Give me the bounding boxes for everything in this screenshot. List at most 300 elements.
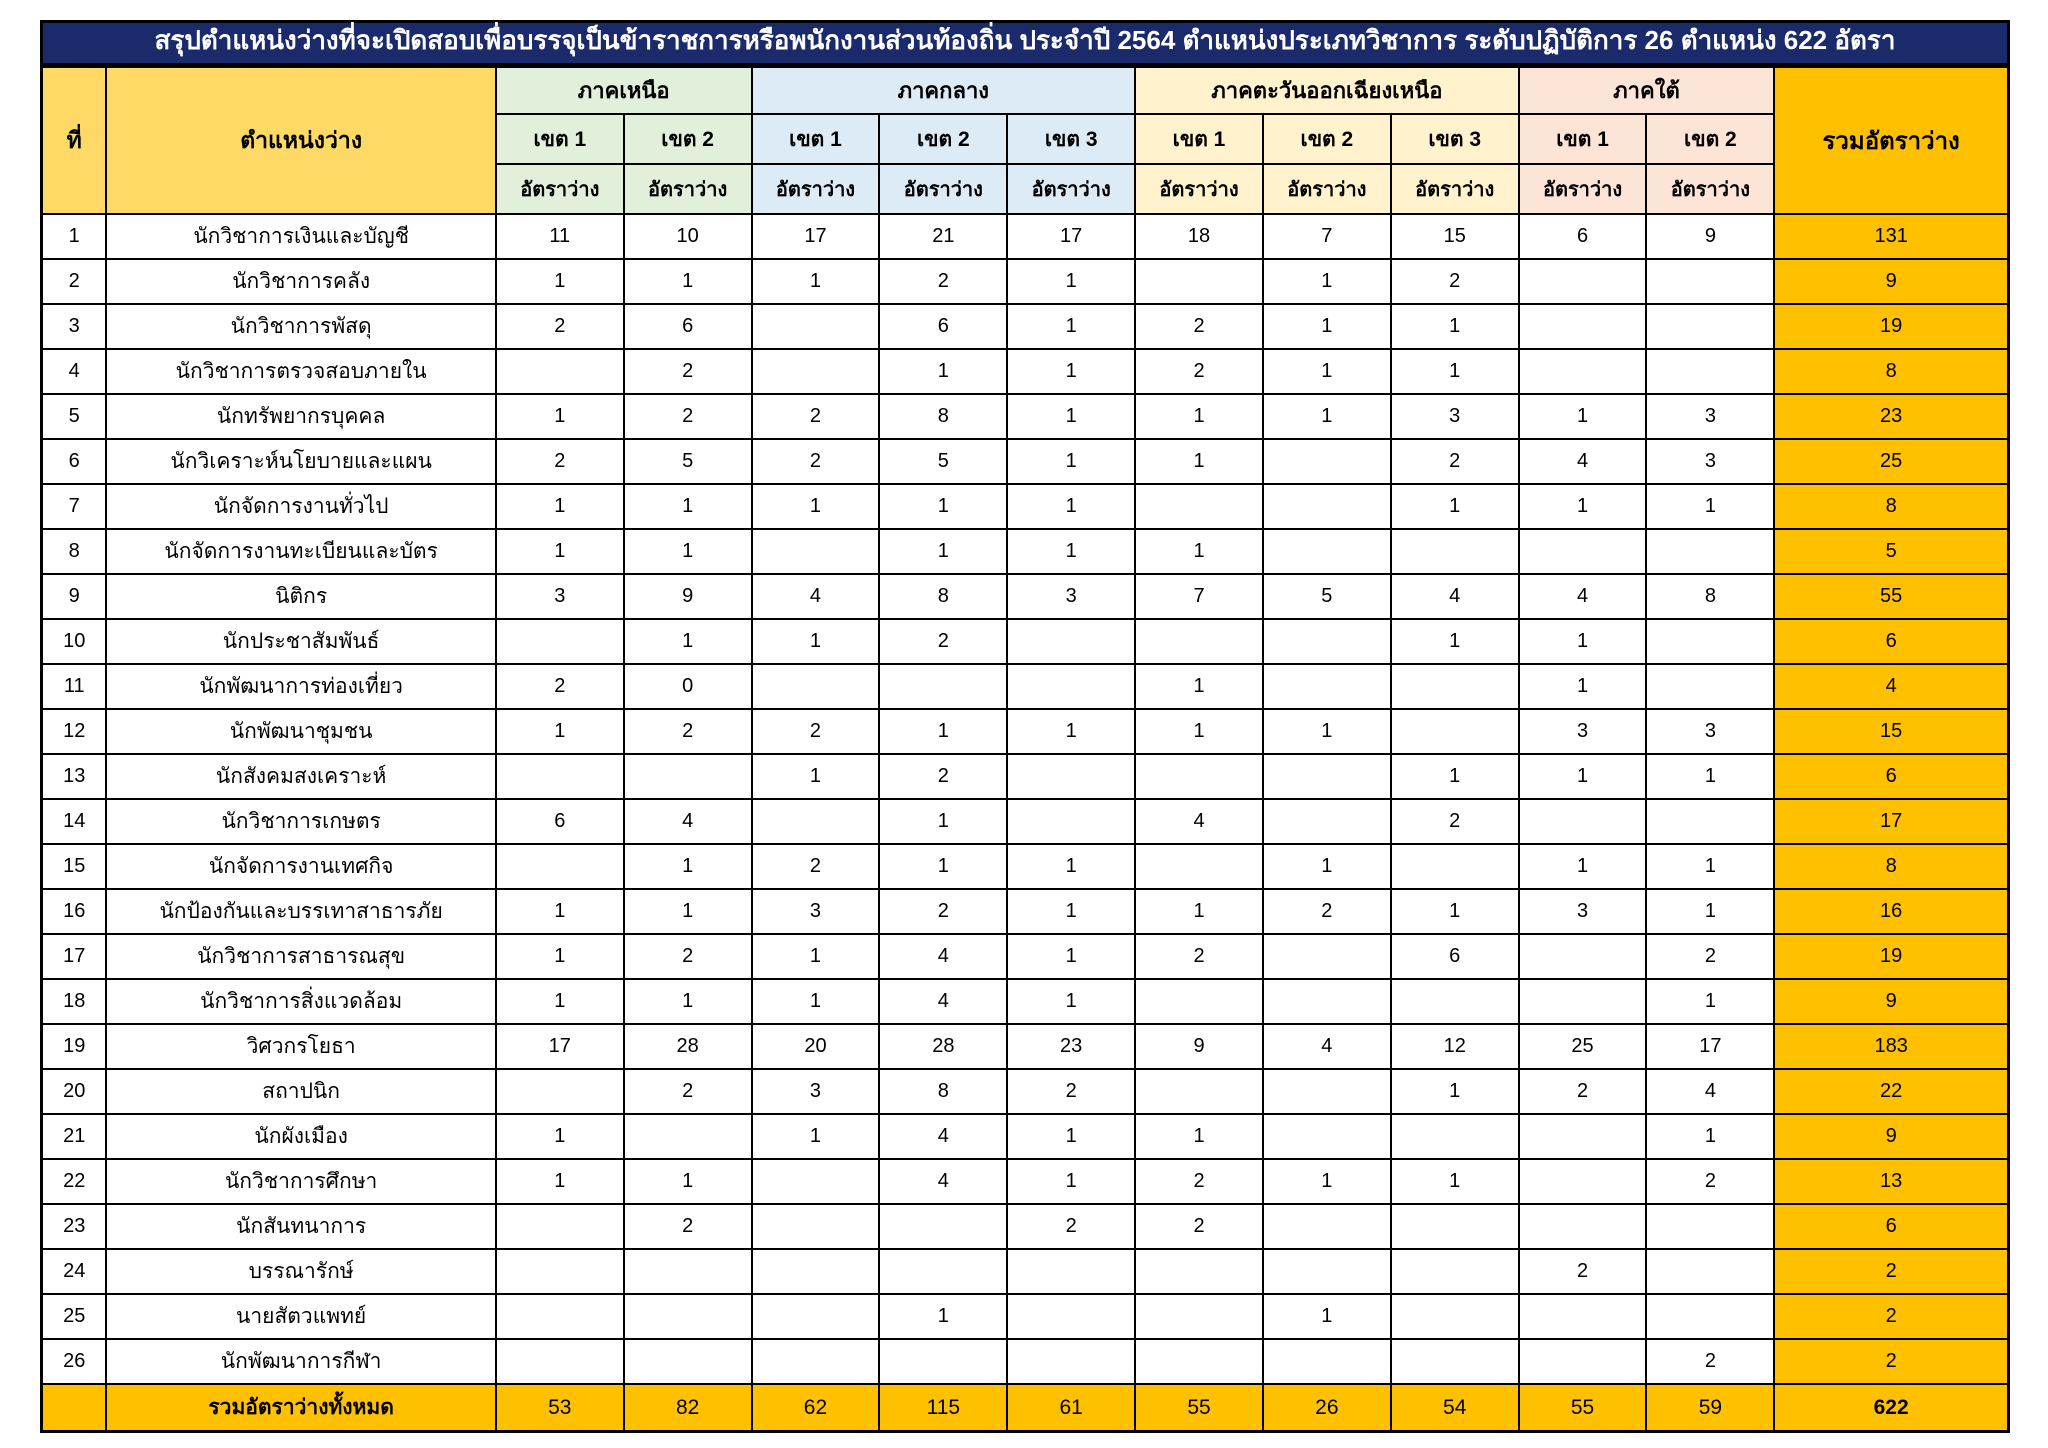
vacancy-count: 1	[1646, 754, 1774, 799]
position-name: นักวิชาการสาธารณสุข	[106, 934, 495, 979]
vacancy-count: 8	[879, 574, 1007, 619]
vacancy-count	[624, 1114, 752, 1159]
vacancy-count: 1	[496, 889, 624, 934]
vacancy-count	[752, 664, 880, 709]
vacancy-count	[496, 1249, 624, 1294]
vacancy-count: 1	[1391, 1159, 1519, 1204]
vacancy-count: 1	[752, 1114, 880, 1159]
row-total: 2	[1774, 1249, 2008, 1294]
vacancy-count	[496, 1069, 624, 1114]
row-number: 4	[42, 349, 107, 394]
row-number: 11	[42, 664, 107, 709]
zone-header: เขต 2	[879, 114, 1007, 164]
vacancy-count	[1263, 1069, 1391, 1114]
vacancy-count: 4	[624, 799, 752, 844]
row-number: 6	[42, 439, 107, 484]
vacancy-count	[1391, 979, 1519, 1024]
vacancy-count: 1	[496, 484, 624, 529]
vacancy-count: 1	[1646, 889, 1774, 934]
position-name: นักวิชาการสิ่งแวดล้อม	[106, 979, 495, 1024]
col-header-position: ตำแหน่งว่าง	[106, 66, 495, 214]
vacancy-count: 1	[1135, 1114, 1263, 1159]
row-number: 14	[42, 799, 107, 844]
vacancy-count: 4	[1263, 1024, 1391, 1069]
vacancy-count	[1263, 484, 1391, 529]
col-header-total: รวมอัตราว่าง	[1774, 66, 2008, 214]
table-row	[42, 394, 2009, 439]
vacancy-count: 2	[1135, 1204, 1263, 1249]
vacancy-count: 25	[1519, 1024, 1647, 1069]
vacancy-count: 18	[1135, 214, 1263, 259]
row-total: 19	[1774, 934, 2008, 979]
vacancy-count: 1	[1391, 304, 1519, 349]
row-total: 6	[1774, 619, 2008, 664]
vacancy-count: 1	[1263, 394, 1391, 439]
vacancy-count	[1263, 799, 1391, 844]
vacancy-count: 4	[1519, 439, 1647, 484]
vacancy-count: 2	[624, 709, 752, 754]
vacancy-count: 2	[879, 619, 1007, 664]
position-name: นักทรัพยากรบุคคล	[106, 394, 495, 439]
vacancy-count: 1	[1391, 349, 1519, 394]
vacancy-count: 10	[624, 214, 752, 259]
vacancy-count: 1	[1135, 529, 1263, 574]
vacancy-count	[1135, 259, 1263, 304]
vacancy-count	[752, 529, 880, 574]
row-total: 16	[1774, 889, 2008, 934]
vacancy-count	[1263, 1204, 1391, 1249]
row-total: 15	[1774, 709, 2008, 754]
vacancy-count: 1	[624, 1159, 752, 1204]
zone-header: เขต 3	[1391, 114, 1519, 164]
rate-header: อัตราว่าง	[1135, 164, 1263, 214]
vacancy-count: 2	[1135, 934, 1263, 979]
vacancy-count	[752, 799, 880, 844]
vacancy-count	[1646, 1294, 1774, 1339]
row-number: 15	[42, 844, 107, 889]
row-total: 183	[1774, 1024, 2008, 1069]
vacancy-count: 17	[1646, 1024, 1774, 1069]
vacancy-count: 3	[752, 1069, 880, 1114]
row-number: 1	[42, 214, 107, 259]
vacancy-count	[1007, 754, 1135, 799]
vacancy-count: 12	[1391, 1024, 1519, 1069]
vacancy-count	[1135, 844, 1263, 889]
table-row	[42, 259, 2009, 304]
vacancy-count	[1646, 1204, 1774, 1249]
vacancy-count: 1	[496, 394, 624, 439]
table-row	[42, 754, 2009, 799]
footer-count: 61	[1007, 1384, 1135, 1431]
table-row	[42, 529, 2009, 574]
row-number: 23	[42, 1204, 107, 1249]
table-row	[42, 574, 2009, 619]
row-total: 2	[1774, 1339, 2008, 1384]
vacancy-count: 1	[879, 844, 1007, 889]
position-name: นักจัดการงานทั่วไป	[106, 484, 495, 529]
row-total: 4	[1774, 664, 2008, 709]
vacancy-count: 2	[1135, 349, 1263, 394]
vacancy-count	[1519, 979, 1647, 1024]
position-name: นักวิชาการตรวจสอบภายใน	[106, 349, 495, 394]
position-name: นักวิชาการเกษตร	[106, 799, 495, 844]
vacancy-count	[1391, 529, 1519, 574]
vacancy-count	[1007, 1294, 1135, 1339]
vacancy-count: 7	[1135, 574, 1263, 619]
vacancy-count: 1	[1007, 1114, 1135, 1159]
vacancy-count: 2	[624, 1069, 752, 1114]
vacancy-count: 2	[624, 349, 752, 394]
vacancy-count: 28	[879, 1024, 1007, 1069]
vacancy-count: 4	[1135, 799, 1263, 844]
vacancy-count: 2	[496, 664, 624, 709]
vacancy-count	[1263, 934, 1391, 979]
vacancy-count: 1	[1007, 304, 1135, 349]
vacancy-count	[1135, 754, 1263, 799]
vacancy-count	[752, 1249, 880, 1294]
vacancy-count	[1646, 619, 1774, 664]
row-number: 17	[42, 934, 107, 979]
vacancy-count: 2	[879, 889, 1007, 934]
vacancy-count: 1	[496, 709, 624, 754]
table-row	[42, 1159, 2009, 1204]
table-row	[42, 844, 2009, 889]
vacancy-count	[879, 1339, 1007, 1384]
vacancy-count: 2	[1263, 889, 1391, 934]
vacancy-count	[1135, 1339, 1263, 1384]
vacancy-count: 1	[1007, 259, 1135, 304]
page-title: สรุปตำแหน่งว่างที่จะเปิดสอบเพื่อบรรจุเป็นข้าราชการหรือพนักงานส่วนท้องถิ่น ประจำปี 2564 ตำแหน่งประเภทวิชาการ ระดับปฏิบัติการ 26 ตำแหน่ง 622 อัตรา	[40, 20, 2010, 66]
vacancy-count: 4	[879, 979, 1007, 1024]
footer-label: รวมอัตราว่างทั้งหมด	[106, 1384, 495, 1431]
vacancy-count	[879, 1204, 1007, 1249]
vacancy-count: 1	[1519, 664, 1647, 709]
vacancy-count: 2	[496, 439, 624, 484]
vacancy-count: 1	[496, 1159, 624, 1204]
vacancy-count: 1	[1007, 1159, 1135, 1204]
table-row	[42, 664, 2009, 709]
row-total: 25	[1774, 439, 2008, 484]
vacancy-count: 3	[752, 889, 880, 934]
position-name: นักผังเมือง	[106, 1114, 495, 1159]
vacancy-count: 17	[1007, 214, 1135, 259]
position-name: นักพัฒนาชุมชน	[106, 709, 495, 754]
position-name: นักสังคมสงเคราะห์	[106, 754, 495, 799]
rate-header: อัตราว่าง	[624, 164, 752, 214]
vacancy-count: 1	[752, 979, 880, 1024]
rate-header: อัตราว่าง	[1519, 164, 1647, 214]
vacancy-count: 6	[879, 304, 1007, 349]
vacancy-count: 1	[1263, 709, 1391, 754]
vacancy-count: 3	[1391, 394, 1519, 439]
vacancy-count	[496, 1339, 624, 1384]
vacancy-count: 2	[752, 844, 880, 889]
vacancy-count: 4	[752, 574, 880, 619]
vacancy-count: 1	[1007, 709, 1135, 754]
vacancy-count: 2	[1007, 1069, 1135, 1114]
position-name: นักป้องกันและบรรเทาสาธารภัย	[106, 889, 495, 934]
footer-count: 59	[1646, 1384, 1774, 1431]
vacancy-count	[1519, 1204, 1647, 1249]
row-total: 9	[1774, 979, 2008, 1024]
footer-count: 55	[1519, 1384, 1647, 1431]
vacancy-count: 2	[1391, 799, 1519, 844]
vacancy-count: 2	[1007, 1204, 1135, 1249]
vacancy-count: 1	[1135, 394, 1263, 439]
vacancy-table	[40, 65, 2010, 1433]
vacancy-count: 1	[879, 484, 1007, 529]
vacancy-count	[496, 1294, 624, 1339]
row-total: 8	[1774, 349, 2008, 394]
vacancy-count	[496, 1204, 624, 1249]
vacancy-count	[1391, 1249, 1519, 1294]
vacancy-count	[1519, 1294, 1647, 1339]
vacancy-count: 2	[752, 439, 880, 484]
vacancy-count: 28	[624, 1024, 752, 1069]
position-name: สถาปนิก	[106, 1069, 495, 1114]
vacancy-count: 2	[624, 394, 752, 439]
vacancy-count: 2	[1391, 439, 1519, 484]
vacancy-count: 1	[1391, 889, 1519, 934]
vacancy-count: 21	[879, 214, 1007, 259]
vacancy-count: 6	[1391, 934, 1519, 979]
position-name: บรรณารักษ์	[106, 1249, 495, 1294]
vacancy-count: 2	[624, 934, 752, 979]
vacancy-count: 20	[752, 1024, 880, 1069]
vacancy-count: 1	[752, 619, 880, 664]
vacancy-count	[1135, 1294, 1263, 1339]
vacancy-count	[496, 754, 624, 799]
vacancy-count: 2	[1519, 1249, 1647, 1294]
table-row	[42, 619, 2009, 664]
table-row	[42, 349, 2009, 394]
vacancy-count	[1646, 1249, 1774, 1294]
vacancy-count: 1	[1263, 259, 1391, 304]
row-number: 12	[42, 709, 107, 754]
vacancy-count: 1	[624, 619, 752, 664]
vacancy-count	[1007, 1339, 1135, 1384]
vacancy-count: 1	[1391, 484, 1519, 529]
vacancy-count: 1	[1263, 1294, 1391, 1339]
vacancy-count: 2	[496, 304, 624, 349]
position-name: นักจัดการงานเทศกิจ	[106, 844, 495, 889]
vacancy-count: 1	[1135, 709, 1263, 754]
position-name: นักพัฒนาการท่องเที่ยว	[106, 664, 495, 709]
vacancy-count	[624, 1339, 752, 1384]
vacancy-count: 11	[496, 214, 624, 259]
vacancy-count: 1	[1646, 844, 1774, 889]
row-total: 131	[1774, 214, 2008, 259]
vacancy-count: 1	[1519, 844, 1647, 889]
vacancy-count: 4	[1391, 574, 1519, 619]
vacancy-count: 2	[879, 754, 1007, 799]
vacancy-count: 1	[1135, 439, 1263, 484]
row-total: 5	[1774, 529, 2008, 574]
vacancy-count	[496, 349, 624, 394]
table-row	[42, 799, 2009, 844]
vacancy-count	[1135, 484, 1263, 529]
vacancy-count: 1	[879, 799, 1007, 844]
vacancy-count: 2	[1646, 1159, 1774, 1204]
row-total: 6	[1774, 1204, 2008, 1249]
vacancy-count: 2	[1646, 1339, 1774, 1384]
table-row	[42, 1249, 2009, 1294]
table-row	[42, 709, 2009, 754]
vacancy-count: 8	[879, 394, 1007, 439]
position-name: นักวิชาการศึกษา	[106, 1159, 495, 1204]
table-body	[42, 214, 2009, 1384]
vacancy-count: 1	[752, 484, 880, 529]
region-header-northeast: ภาคตะวันออกเฉียงเหนือ	[1135, 66, 1519, 114]
row-number: 24	[42, 1249, 107, 1294]
table-row	[42, 1339, 2009, 1384]
position-name: นักวิชาการพัสดุ	[106, 304, 495, 349]
vacancy-count: 3	[496, 574, 624, 619]
vacancy-count: 1	[752, 754, 880, 799]
row-number: 7	[42, 484, 107, 529]
vacancy-count: 1	[624, 259, 752, 304]
row-total: 22	[1774, 1069, 2008, 1114]
table-row	[42, 439, 2009, 484]
vacancy-count: 1	[1007, 439, 1135, 484]
vacancy-count: 3	[1519, 889, 1647, 934]
vacancy-count	[1519, 529, 1647, 574]
vacancy-count: 1	[1519, 619, 1647, 664]
vacancy-count: 1	[1007, 529, 1135, 574]
vacancy-count	[1263, 439, 1391, 484]
table-row	[42, 1024, 2009, 1069]
position-name: นักจัดการงานทะเบียนและบัตร	[106, 529, 495, 574]
vacancy-count: 2	[1135, 1159, 1263, 1204]
region-header-row	[42, 66, 2009, 114]
row-number: 21	[42, 1114, 107, 1159]
vacancy-count	[1135, 979, 1263, 1024]
vacancy-count	[1263, 619, 1391, 664]
vacancy-count: 1	[1007, 349, 1135, 394]
vacancy-count: 1	[1519, 754, 1647, 799]
vacancy-count: 1	[496, 529, 624, 574]
vacancy-count: 2	[879, 259, 1007, 304]
footer-count: 54	[1391, 1384, 1519, 1431]
vacancy-count: 1	[879, 1294, 1007, 1339]
vacancy-count	[752, 1204, 880, 1249]
row-number: 18	[42, 979, 107, 1024]
vacancy-count: 9	[624, 574, 752, 619]
vacancy-count	[1391, 1114, 1519, 1159]
vacancy-count	[1391, 1294, 1519, 1339]
vacancy-count	[1007, 1249, 1135, 1294]
zone-header: เขต 1	[496, 114, 624, 164]
position-name: นิติกร	[106, 574, 495, 619]
vacancy-count: 23	[1007, 1024, 1135, 1069]
row-number: 5	[42, 394, 107, 439]
row-number: 2	[42, 259, 107, 304]
position-name: นักประชาสัมพันธ์	[106, 619, 495, 664]
vacancy-count	[1519, 1339, 1647, 1384]
vacancy-count	[1263, 664, 1391, 709]
row-total: 55	[1774, 574, 2008, 619]
vacancy-count	[752, 304, 880, 349]
footer-row	[42, 1384, 2009, 1431]
vacancy-count	[1263, 1114, 1391, 1159]
rate-header: อัตราว่าง	[1263, 164, 1391, 214]
vacancy-count: 5	[624, 439, 752, 484]
row-number: 25	[42, 1294, 107, 1339]
vacancy-count: 7	[1263, 214, 1391, 259]
vacancy-count: 2	[624, 1204, 752, 1249]
table-row	[42, 889, 2009, 934]
vacancy-count	[1646, 799, 1774, 844]
vacancy-count: 1	[1391, 754, 1519, 799]
row-total: 8	[1774, 484, 2008, 529]
vacancy-count	[1646, 349, 1774, 394]
row-number: 9	[42, 574, 107, 619]
zone-header: เขต 1	[1519, 114, 1647, 164]
vacancy-count: 17	[496, 1024, 624, 1069]
col-header-no: ที่	[42, 66, 107, 214]
vacancy-count: 1	[1263, 844, 1391, 889]
footer-no-cell	[42, 1384, 107, 1431]
vacancy-count	[1007, 619, 1135, 664]
vacancy-count: 2	[1391, 259, 1519, 304]
vacancy-count: 1	[624, 889, 752, 934]
table-row	[42, 1204, 2009, 1249]
row-total: 2	[1774, 1294, 2008, 1339]
vacancy-count: 4	[1646, 1069, 1774, 1114]
vacancy-count: 4	[1519, 574, 1647, 619]
vacancy-count: 1	[1135, 889, 1263, 934]
row-number: 10	[42, 619, 107, 664]
vacancy-count: 1	[1519, 484, 1647, 529]
vacancy-count	[1519, 1114, 1647, 1159]
vacancy-count	[1519, 259, 1647, 304]
vacancy-count	[1263, 1249, 1391, 1294]
row-total: 17	[1774, 799, 2008, 844]
row-number: 8	[42, 529, 107, 574]
row-total: 19	[1774, 304, 2008, 349]
vacancy-count: 1	[1646, 1114, 1774, 1159]
vacancy-count	[1646, 304, 1774, 349]
vacancy-count: 6	[624, 304, 752, 349]
vacancy-count: 5	[879, 439, 1007, 484]
vacancy-count: 3	[1646, 394, 1774, 439]
vacancy-count	[1391, 709, 1519, 754]
vacancy-count: 4	[879, 934, 1007, 979]
vacancy-count	[1391, 1339, 1519, 1384]
position-name: นักพัฒนาการกีฬา	[106, 1339, 495, 1384]
vacancy-count	[1519, 304, 1647, 349]
footer-count: 53	[496, 1384, 624, 1431]
vacancy-count: 1	[879, 349, 1007, 394]
row-number: 20	[42, 1069, 107, 1114]
table-row	[42, 1069, 2009, 1114]
vacancy-count	[752, 1159, 880, 1204]
table-row	[42, 934, 2009, 979]
vacancy-count	[879, 664, 1007, 709]
vacancy-count	[624, 754, 752, 799]
vacancy-count	[1135, 1249, 1263, 1294]
row-total: 23	[1774, 394, 2008, 439]
vacancy-count: 1	[1391, 619, 1519, 664]
row-number: 22	[42, 1159, 107, 1204]
footer-count: 115	[879, 1384, 1007, 1431]
zone-header: เขต 1	[1135, 114, 1263, 164]
region-header-south: ภาคใต้	[1519, 66, 1775, 114]
row-number: 3	[42, 304, 107, 349]
vacancy-count: 1	[624, 529, 752, 574]
zone-header: เขต 1	[752, 114, 880, 164]
vacancy-count: 8	[879, 1069, 1007, 1114]
